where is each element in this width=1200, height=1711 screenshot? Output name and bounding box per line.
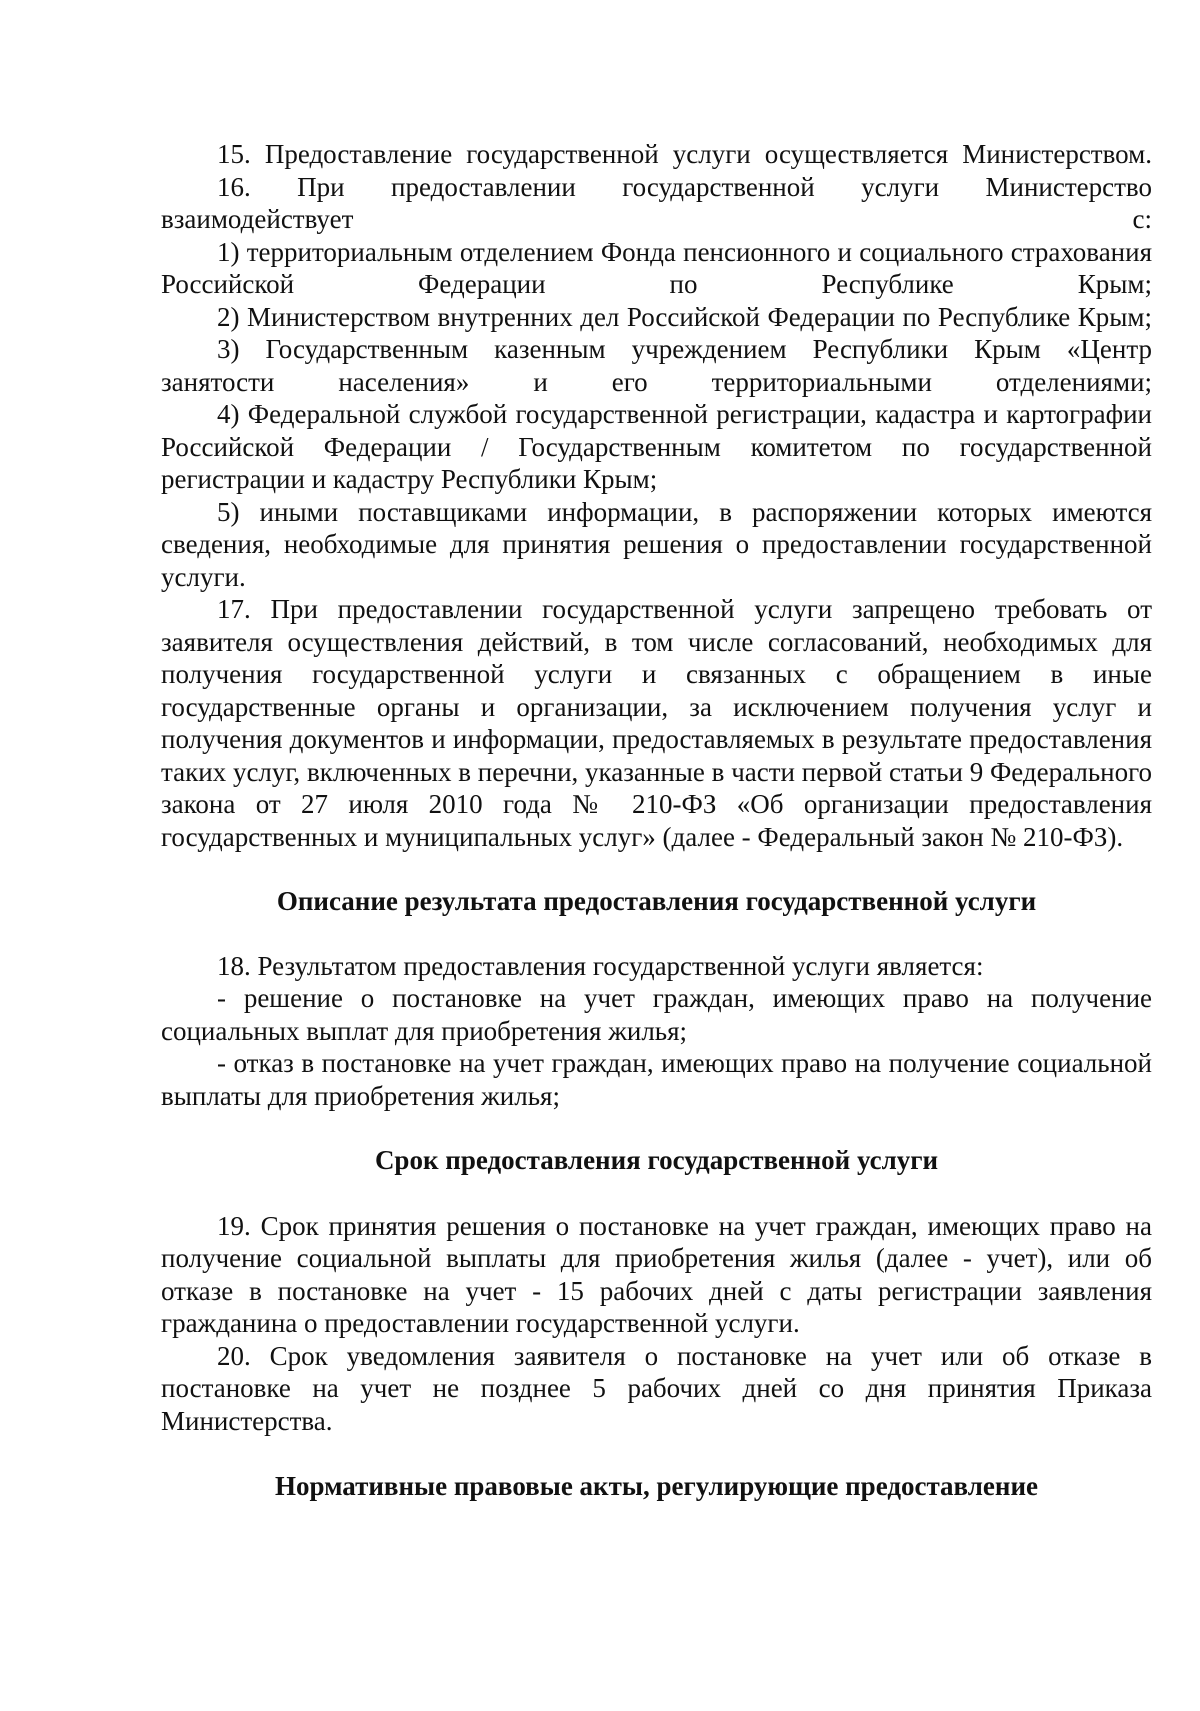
paragraph-16-item-5: 5) иными поставщиками информации, в распоряжении которых имеются сведения, необходимые для принятия решения о предоставлении государственной услуги. <box>161 496 1152 592</box>
paragraph-20: 20. Срок уведомления заявителя о постановке на учет или об отказе в постановке на учет не позднее 5 рабочих дней со дня принятия Приказа Министерства. <box>161 1340 1152 1436</box>
document-body <box>161 138 1152 1503</box>
paragraph-16: 16. При предоставлении государственной услуги Министерство взаимодействует с: <box>161 171 1152 234</box>
section-heading-acts: Нормативные правовые акты, регулирующие предоставление <box>274 1471 1039 1501</box>
section-heading-result: Описание результата предоставления государственной услуги <box>276 886 1037 916</box>
paragraph-16-item-2: 2) Министерством внутренних дел Российской Федерации по Республике Крым; <box>217 301 1152 332</box>
paragraph-18: 18. Результатом предоставления государственной услуги является: <box>217 950 984 981</box>
paragraph-19: 19. Срок принятия решения о постановке на учет граждан, имеющих право на получение социальной выплаты для приобретения жилья (далее - учет), или об отказе в постановке на учет - 15 рабочих дней с даты регистрации заявления гражданина о предоставлении государственной услуги. <box>161 1210 1152 1338</box>
paragraph-18-item-1: - решение о постановке на учет граждан, имеющих право на получение социальных выплат для приобретения жилья; <box>161 983 1152 1046</box>
section-heading-term: Срок предоставления государственной услуги <box>374 1145 939 1175</box>
paragraph-17: 17. При предоставлении государственной услуги запрещено требовать от заявителя осуществления действий, в том числе согласований, необходимых для получения государственной услуги и связанных с обращением в иные государственные органы и организации, за исключением получения услуг и получения документов и информации, предоставляемых в результате предоставления таких услуг, включенных в перечни, указанные в части первой статьи 9 Федерального закона от 27 июля 2010 года № 210-ФЗ «Об организации предоставления государственных и муниципальных услуг» (далее - Федеральный закон № 210-ФЗ). <box>161 594 1152 852</box>
paragraph-16-item-3: 3) Государственным казенным учреждением Республики Крым «Центр занятости населения» и его территориальными отделениями; <box>161 334 1152 397</box>
paragraph-18-item-2: - отказ в постановке на учет граждан, имеющих право на получение социальной выплаты для приобретения жилья; <box>161 1048 1152 1111</box>
paragraph-15: 15. Предоставление государственной услуги осуществляется Министерством. <box>217 139 1152 169</box>
paragraph-16-item-1: 1) территориальным отделением Фонда пенсионного и социального страхования Российской Федерации по Республике Крым; <box>161 236 1152 299</box>
paragraph-16-item-4: 4) Федеральной службой государственной регистрации, кадастра и картографии Российской Федерации / Государственным комитетом по государственной регистрации и кадастру Республики Крым; <box>161 399 1152 494</box>
